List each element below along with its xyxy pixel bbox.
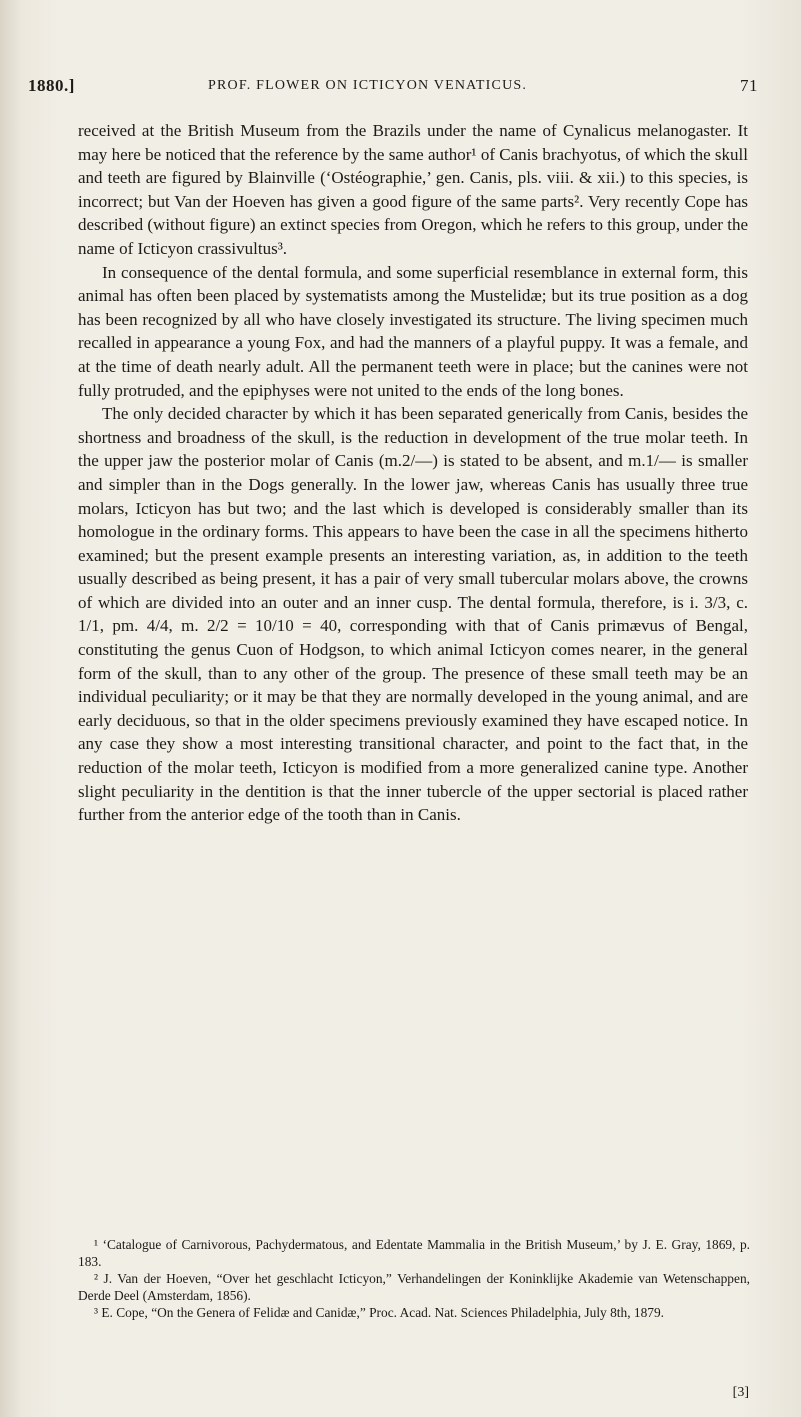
footnotes [78, 1236, 750, 1321]
paragraph-2: In consequence of the dental formula, and some superficial resemblance in external form, this animal has often been placed by systematists among the Mustelidæ; but its true position as a dog has been recognized by all who have closely investigated its structure. The living specimen much recalled in appearance a young Fox, and had the manners of a playful puppy. It was a female, and at the time of death nearly adult. All the permanent teeth were in place; but the canines were not fully protruded, and the epiphyses were not united to the ends of the long bones. [78, 262, 748, 400]
signature-mark: [3] [732, 1385, 749, 1400]
page-number: 71 [740, 76, 758, 95]
page-header [28, 76, 758, 104]
footnote-1: ¹ ‘Catalogue of Carnivorous, Pachydermatous, and Edentate Mammalia in the British Museum,’ by J. E. Gray, 1869, p. 183. [78, 1237, 750, 1269]
header-year: 1880.] [28, 76, 75, 95]
paragraph-1: received at the British Museum from the Brazils under the name of Cynalicus melanogaster. It may here be noticed that the reference by the same author¹ of Canis brachyotus, of which the skull and teeth are figured by Blainville (‘Ostéographie,’ gen. Canis, pls. viii. & xii.) to this species, is incorrect; but Van der Hoeven has given a good figure of the same parts². Very recently Cope has described (without figure) an extinct species from Oregon, which he refers to this group, under the name of Icticyon crassivultus³. [78, 121, 748, 258]
running-title: PROF. FLOWER ON ICTICYON VENATICUS. [208, 78, 528, 93]
footnote-3: ³ E. Cope, “On the Genera of Felidæ and Canidæ,” Proc. Acad. Nat. Sciences Philadelphia, July 8th, 1879. [94, 1305, 665, 1320]
paragraph-3: The only decided character by which it has been separated generically from Canis, besides the shortness and broadness of the skull, is the reduction in development of the true molar teeth. In the upper jaw the posterior molar of Canis (m.2/—) is stated to be absent, and m.1/— is smaller and simpler than in the Dogs generally. In the lower jaw, whereas Canis has usually three true molars, Icticyon has but two; and the last which is developed is considerably smaller than its homologue in the ordinary forms. This appears to have been the case in all the specimens hitherto examined; but the present example presents an interesting variation, as, in addition to the teeth usually described as being present, it has a pair of very small tubercular molars above, the crowns of which are divided into an outer and an inner cusp. The dental formula, therefore, is i. 3/3, c. 1/1, pm. 4/4, m. 2/2 = 10/10 = 40, corresponding with that of Canis primævus of Bengal, constituting the genus Cuon of Hodgson, to which animal Icticyon comes nearer, in the general form of the skull, than to any other of the group. The presence of these small teeth may be an individual peculiarity; or it may be that they are normally developed in the young animal, and are early deciduous, so that in the older specimens previously examined they have escaped notice. In any case they show a most interesting transitional character, and point to the fact that, in the reduction of the molar teeth, Icticyon is modified from a more generalized canine type. Another slight peculiarity in the dentition is that the inner tubercle of the upper sectorial is placed rather further from the anterior edge of the tooth than in Canis. [78, 404, 748, 825]
footnote-2: ² J. Van der Hoeven, “Over het geschlacht Icticyon,” Verhandelingen der Koninklijke Akademie van Wetenschappen, Derde Deel (Amsterdam, 1856). [78, 1271, 750, 1303]
body-text [78, 119, 748, 827]
